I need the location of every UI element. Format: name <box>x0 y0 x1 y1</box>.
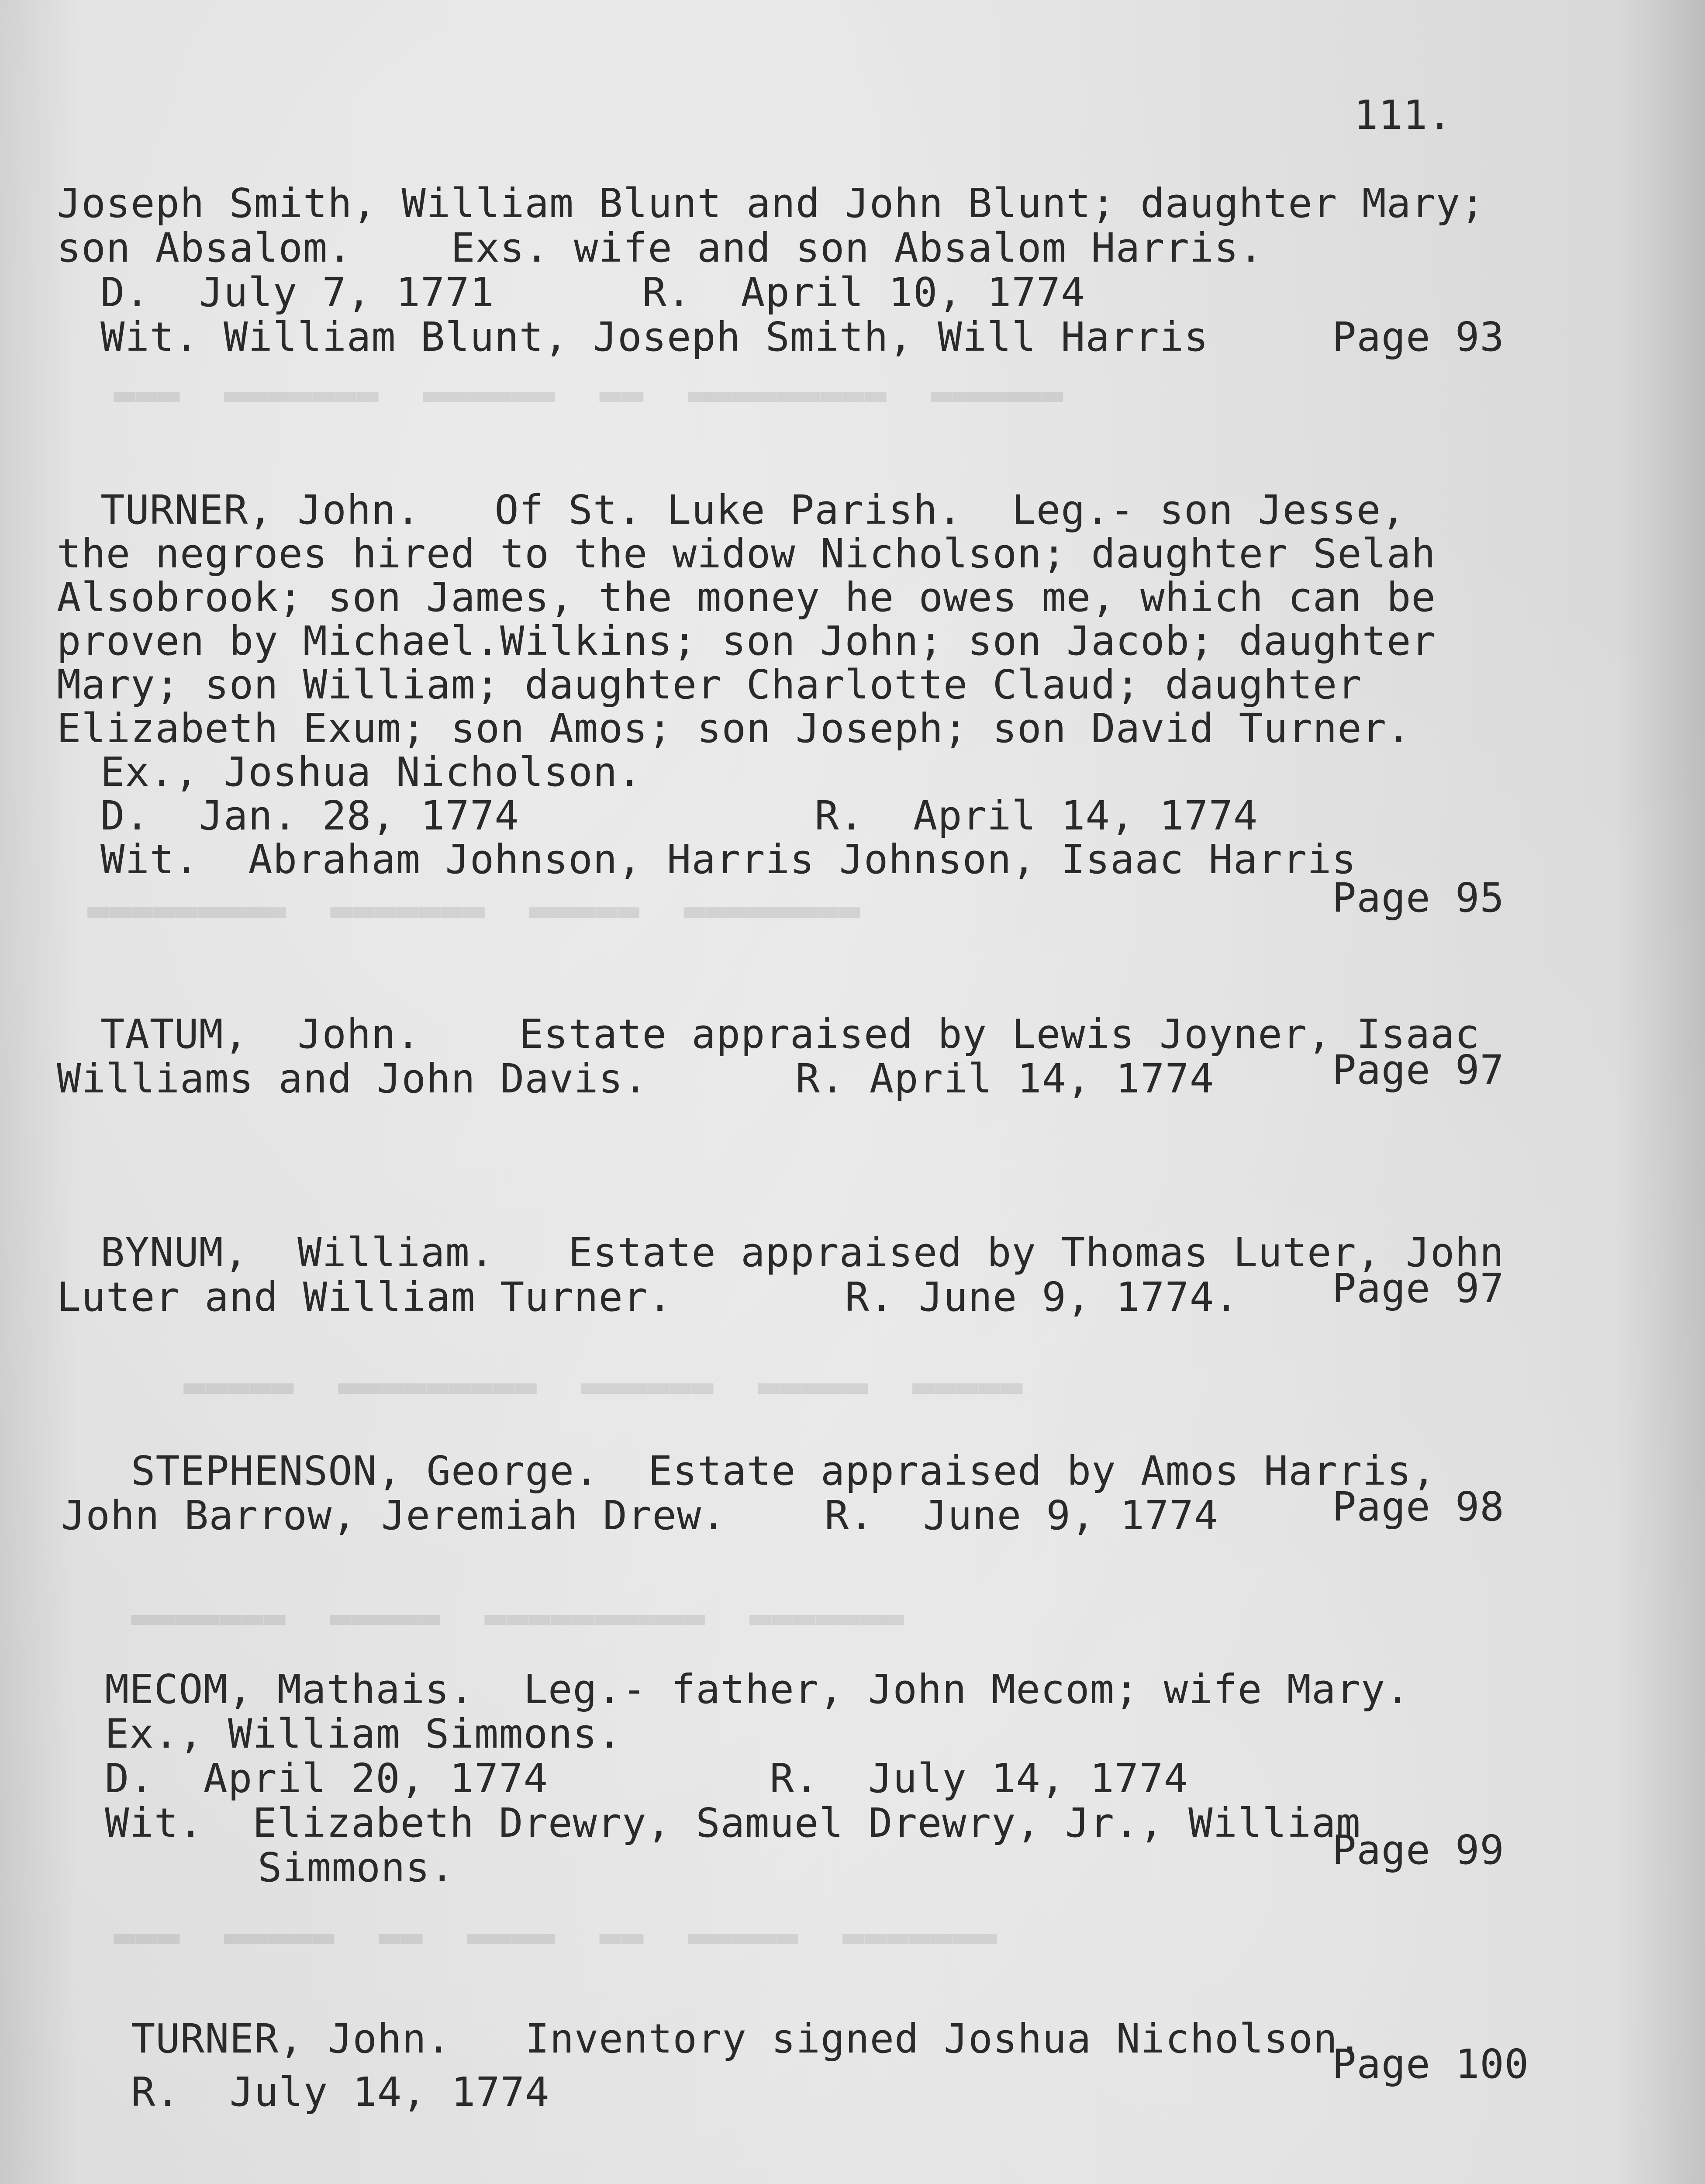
entry-line: Mary; son William; daughter Charlotte Claud; daughter <box>57 661 1362 708</box>
entry-line: Luter and William Turner. R. June 9, 1774. <box>57 1274 1239 1320</box>
page-reference: Page 93 <box>1332 314 1505 360</box>
entry-line: BYNUM, William. Estate appraised by Thomas Luter, John <box>100 1229 1505 1276</box>
entry-line: R. July 14, 1774 <box>131 2069 550 2115</box>
entry-line: Wit. Elizabeth Drewry, Samuel Drewry, Jr., William <box>105 1800 1361 1846</box>
entry-line: Wit. Abraham Johnson, Harris Johnson, Isaac Harris <box>100 836 1356 883</box>
entry-line: D. April 20, 1774 R. July 14, 1774 <box>105 1755 1189 1802</box>
entry-line: D. July 7, 1771 R. April 10, 1774 <box>100 269 1086 316</box>
page-number: 111. <box>1354 92 1453 138</box>
page-reference: Page 98 <box>1332 1483 1505 1530</box>
entry-line: D. Jan. 28, 1774 R. April 14, 1774 <box>100 792 1258 839</box>
entry-line: TURNER, John. Of St. Luke Parish. Leg.- son Jesse, <box>100 487 1406 533</box>
entry-line: the negroes hired to the widow Nicholson; daughter Selah <box>57 530 1436 577</box>
bleed-through-shadow: ▬▬▬▬▬▬▬ ▬▬▬▬▬▬▬▬▬▬ ▬▬▬▬▬ ▬▬▬▬▬▬▬ <box>131 1596 904 1638</box>
entry-line: Simmons. <box>258 1844 455 1891</box>
entry-line: STEPHENSON, George. Estate appraised by Amos Harris, <box>131 1448 1436 1494</box>
entry-line: Williams and John Davis. R. April 14, 1774 <box>57 1055 1215 1102</box>
page-reference: Page 97 <box>1332 1047 1505 1093</box>
entry-line: Joseph Smith, William Blunt and John Blunt; daughter Mary; <box>57 180 1485 227</box>
entry-line: Ex., Joshua Nicholson. <box>100 749 642 795</box>
page-reference: Page 99 <box>1332 1827 1505 1873</box>
bleed-through-shadow: ▬▬▬▬▬▬ ▬▬▬▬▬▬▬▬▬ ▬▬ ▬▬▬▬▬▬ ▬▬▬▬▬▬▬ ▬▬▬ <box>114 373 1063 415</box>
entry-line: proven by Michael.Wilkins; son John; son Jacob; daughter <box>57 618 1436 664</box>
page-reference: Page 100 <box>1332 2041 1529 2087</box>
bleed-through-shadow: ▬▬▬▬▬ ▬▬▬▬▬ ▬▬▬▬▬▬ ▬▬▬▬▬▬▬▬▬ ▬▬▬▬▬ <box>183 1364 1023 1407</box>
entry-line: Ex., William Simmons. <box>105 1711 622 1757</box>
entry-line: TATUM, John. Estate appraised by Lewis Joyner, Isaac <box>100 1011 1480 1057</box>
page-reference: Page 95 <box>1332 874 1505 921</box>
entry-line: TURNER, John. Inventory signed Joshua Nicholson. <box>131 2015 1363 2062</box>
page-reference: Page 97 <box>1332 1265 1505 1312</box>
entry-line: Alsobrook; son James, the money he owes me, which can be <box>57 574 1436 621</box>
bleed-through-shadow: ▬▬▬▬▬▬▬ ▬▬▬▬▬ ▬▬ ▬▬▬▬ ▬▬ ▬▬▬▬▬ ▬▬▬ <box>114 1914 997 1957</box>
entry-line: Wit. William Blunt, Joseph Smith, Will Harris <box>100 314 1209 360</box>
entry-line: John Barrow, Jeremiah Drew. R. June 9, 1774 <box>61 1492 1219 1539</box>
entry-line: son Absalom. Exs. wife and son Absalom Harris. <box>57 225 1264 271</box>
bleed-through-shadow: ▬▬▬▬▬▬▬▬ ▬▬▬▬▬ ▬▬▬▬▬▬▬ ▬▬▬▬▬▬▬▬▬ <box>87 888 861 931</box>
entry-line: Elizabeth Exum; son Amos; son Joseph; son David Turner. <box>57 705 1412 752</box>
entry-line: MECOM, Mathais. Leg.- father, John Mecom; wife Mary. <box>105 1666 1410 1713</box>
